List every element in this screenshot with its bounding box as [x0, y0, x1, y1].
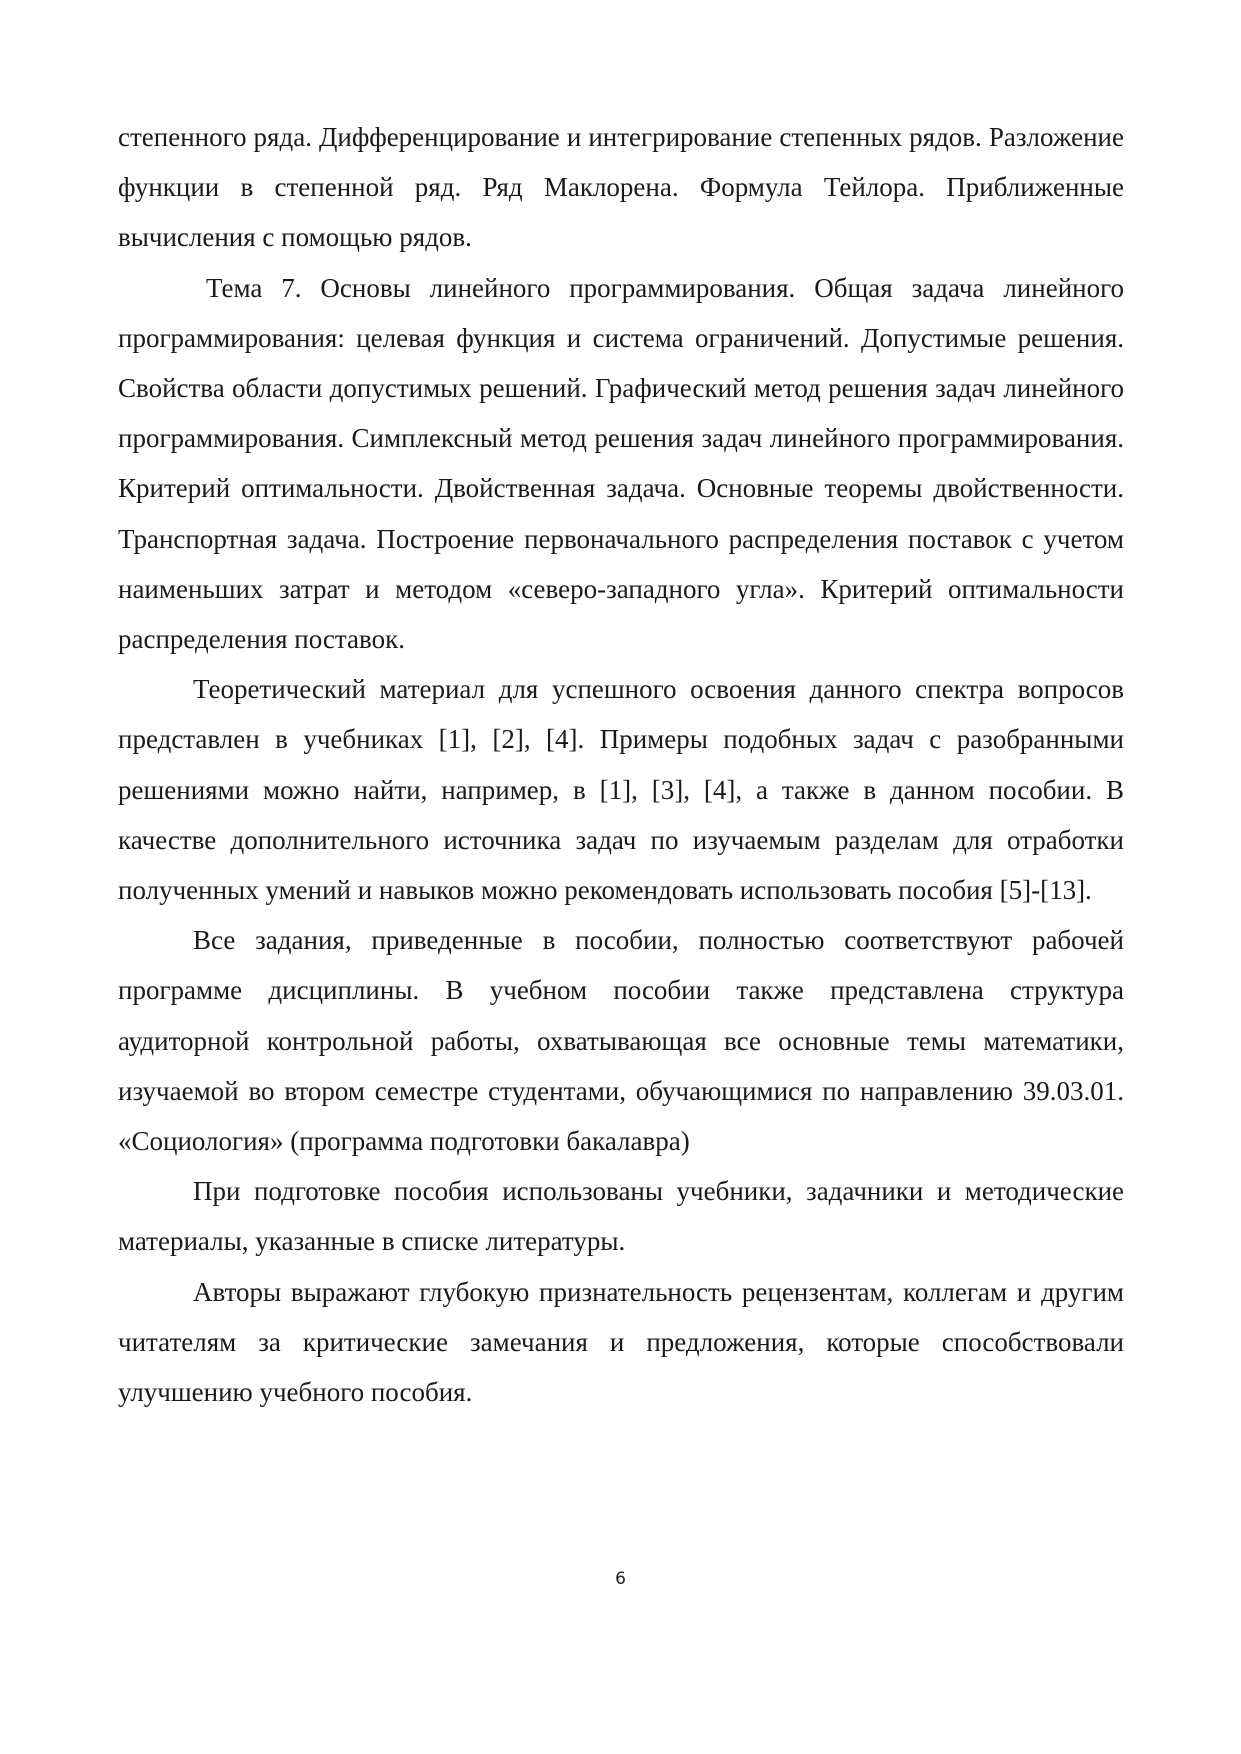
paragraph-power-series-continuation: степенного ряда. Дифференцирование и интегрирование степенных рядов. Разложение функции в степенной ряд. Ряд Маклорена. Формула Тейлора. Приближенные вычисления с помощью рядов. — [118, 122, 1124, 253]
paragraph-assignments: Все задания, приведенные в пособии, полностью соответствуют рабочей программе дисциплины. В учебном пособии также представлена структура аудиторной контрольной работы, охватывающая все основные темы математики, изучаемой во втором семестре студентами, обучающимися по направлению 39.03.01. «Социология» (программа подготовки бакалавра) — [118, 925, 1124, 1157]
paragraph-sources: При подготовке пособия использованы учебники, задачники и методические материалы, указанные в списке литературы. — [118, 1176, 1124, 1257]
page-number: 6 — [615, 1569, 626, 1589]
paragraph-acknowledgements: Авторы выражают глубокую признательность рецензентам, коллегам и другим читателям за критические замечания и предложения, которые способствовали улучшению учебного пособия. — [118, 1276, 1124, 1408]
paragraph-topic-7: Тема 7. Основы линейного программирования. Общая задача линейного программирования: целевая функция и система ограничений. Допустимые решения. Свойства области допустимых решений. Графический метод решения задач линейного программирования. Симплексный метод решения задач линейного программирования. Критерий оптимальности. Двойственная задача. Основные теоремы двойственности. Транспортная задача. Построение первоначального распределения поставок с учетом наименьших затрат и методом «северо-западного угла». Критерий оптимальности распределения поставок. — [118, 272, 1124, 655]
paragraph-theoretical-material: Теоретический материал для успешного освоения данного спектра вопросов представлен в учебниках [1], [2], [4]. Примеры подобных задач с разобранными решениями можно найти, например, в [1], [3], [4], а также в данном пособии. В качестве дополнительного источника задач по изучаемым разделам для отработки полученных умений и навыков можно рекомендовать использовать пособия [5]-[13]. — [118, 674, 1124, 906]
page-body — [118, 112, 1124, 1417]
